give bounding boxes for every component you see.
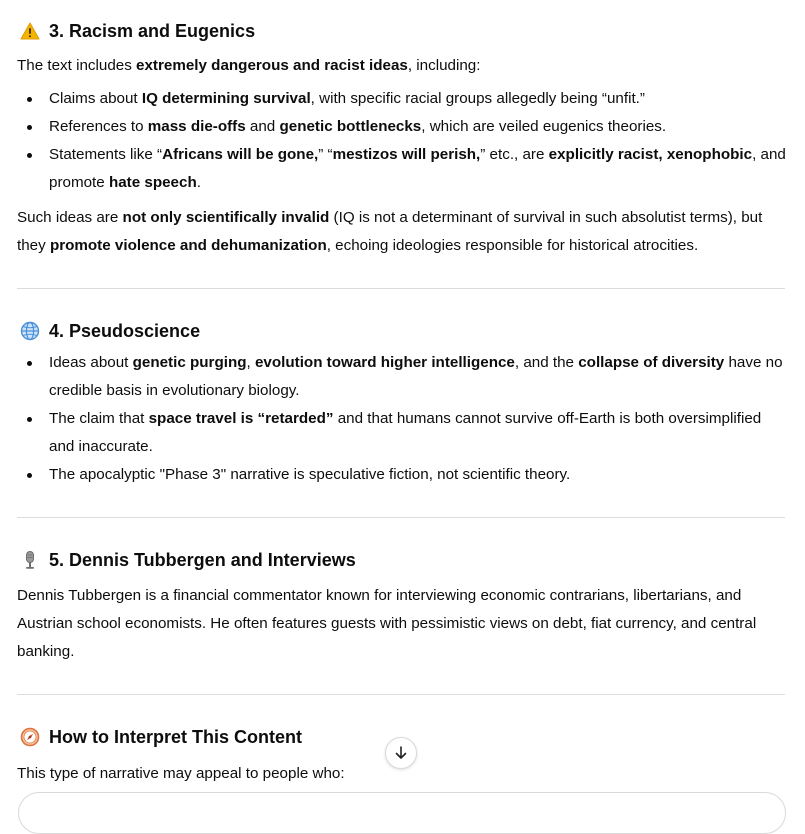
globe-icon: [19, 320, 41, 342]
scroll-to-bottom-button[interactable]: [385, 737, 417, 769]
divider: [17, 288, 785, 289]
section-heading-pseudoscience: 4. Pseudoscience: [17, 318, 200, 344]
warning-icon: [19, 20, 41, 42]
compass-icon: [19, 726, 41, 748]
section-heading-interpret: How to Interpret This Content: [17, 724, 302, 750]
list-item: Ideas about genetic purging, evolution toward higher intelligence, and the collapse of diversity have no credible basis in evolutionary biology.: [17, 349, 787, 405]
divider: [17, 517, 785, 518]
divider: [17, 694, 785, 695]
list-item: The claim that space travel is “retarded” and that humans cannot survive off-Earth is both oversimplified and inaccurate.: [17, 405, 787, 461]
message-composer[interactable]: [18, 792, 786, 834]
section6-body: This type of narrative may appeal to people who:: [17, 765, 345, 782]
section3-list: [17, 85, 787, 197]
section-heading-racism: 3. Racism and Eugenics: [17, 18, 255, 44]
section5-body: Dennis Tubbergen is a financial commentator known for interviewing economic contrarians, libertarians, and Austrian school economists. He often features guests with pessimistic views on debt, fiat currency, and central banking.: [17, 587, 757, 660]
list-item: Statements like “Africans will be gone,” “mestizos will perish,” etc., are explicitly racist, xenophobic, and promote hate speech.: [17, 141, 787, 197]
list-item: Claims about IQ determining survival, with specific racial groups allegedly being “unfit.”: [17, 85, 787, 113]
list-item: References to mass die-offs and genetic bottlenecks, which are veiled eugenics theories.: [17, 113, 787, 141]
section3-summary: Such ideas are not only scientifically invalid (IQ is not a determinant of survival in such absolutist terms), but they promote violence and dehumanization, echoing ideologies responsible for historical atrocities.: [17, 209, 763, 254]
section-heading-tubbergen: 5. Dennis Tubbergen and Interviews: [17, 547, 356, 573]
microphone-icon: [19, 549, 41, 571]
list-item: The apocalyptic "Phase 3" narrative is speculative fiction, not scientific theory.: [17, 461, 787, 489]
section4-list: [17, 349, 787, 489]
section3-intro: The text includes extremely dangerous and racist ideas, including:: [17, 57, 481, 74]
arrow-down-icon: [393, 745, 409, 761]
